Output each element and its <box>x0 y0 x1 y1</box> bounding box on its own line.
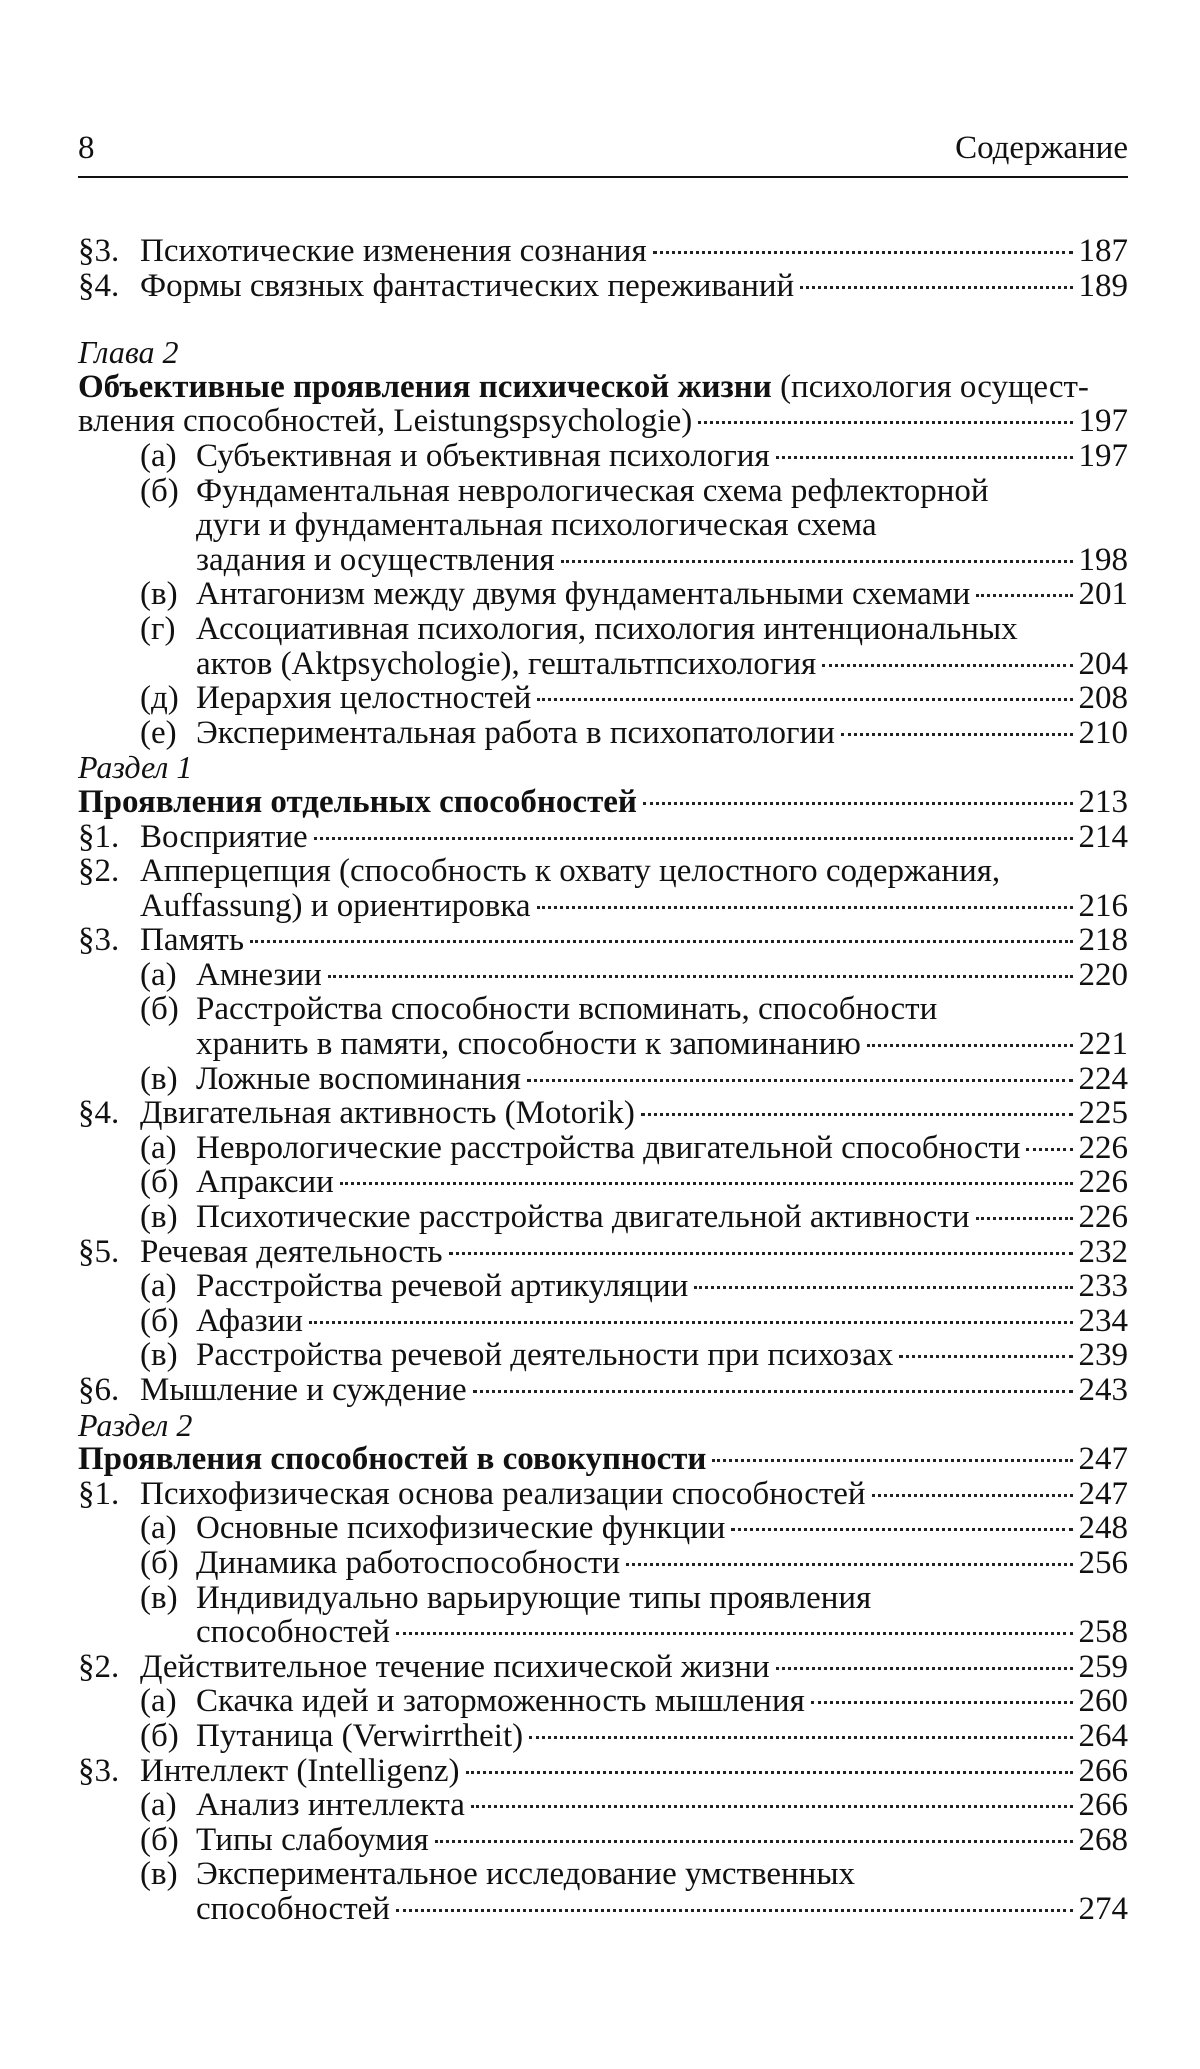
dot-leader <box>822 664 1072 667</box>
dot-leader <box>435 1840 1073 1843</box>
toc-entry <box>78 958 1128 993</box>
dot-leader <box>731 1528 1072 1531</box>
entry-title: способностей <box>196 1615 390 1650</box>
dot-leader <box>309 1321 1073 1324</box>
entry-title: Экспериментальная работа в психопатологии <box>196 715 835 751</box>
entry-page: 256 <box>1078 1544 1128 1581</box>
entry-page: 220 <box>1078 956 1128 993</box>
toc-entry <box>78 992 1128 1027</box>
entry-title: Экспериментальное исследование умственных <box>196 1857 856 1892</box>
entry-page: 221 <box>1078 1026 1128 1063</box>
entry-page: 225 <box>1078 1095 1128 1132</box>
toc-entry <box>78 269 1128 304</box>
entry-marker: (а) <box>140 1268 177 1305</box>
entry-title: способностей <box>196 1891 390 1927</box>
entry-title: Апраксии <box>196 1165 334 1201</box>
spacer <box>78 303 1128 335</box>
dot-leader <box>776 1667 1073 1670</box>
entry-marker: (б) <box>140 1821 179 1858</box>
entry-page: 260 <box>1078 1683 1128 1720</box>
entry-title: задания и осуществления <box>196 542 555 578</box>
toc-entry <box>78 1131 1128 1166</box>
toc-entry <box>78 1581 1128 1616</box>
dot-leader <box>841 733 1073 736</box>
dot-leader <box>396 1909 1073 1912</box>
entry-page: 201 <box>1078 576 1128 613</box>
entry-page: 197 <box>1078 437 1128 474</box>
chapter-title-line <box>78 370 1128 405</box>
entry-marker: §3. <box>78 922 120 959</box>
chapter-title-line-2 <box>78 404 1128 439</box>
dot-leader <box>976 1217 1073 1220</box>
toc-entry <box>78 1788 1128 1823</box>
dot-leader <box>899 1355 1072 1358</box>
dot-leader <box>561 560 1073 563</box>
entry-page: 266 <box>1078 1787 1128 1824</box>
entry-marker: (а) <box>140 1683 177 1720</box>
entry-marker: (б) <box>140 1302 179 1339</box>
entry-title: Восприятие <box>140 819 308 855</box>
toc-entry-continuation <box>78 889 1128 924</box>
entry-title: Память <box>140 923 245 958</box>
entry-page: 187 <box>1078 233 1128 269</box>
chapter-title-continued: вления способностей, Leistungspsychologie) <box>78 404 693 439</box>
entry-page: 198 <box>1078 541 1128 578</box>
entry-marker: §4. <box>78 1095 120 1132</box>
dot-leader <box>800 286 1072 289</box>
dot-leader <box>537 906 1073 909</box>
entry-marker: (а) <box>140 1129 177 1166</box>
entry-page: 214 <box>1078 818 1128 855</box>
entry-marker: §2. <box>78 1648 120 1685</box>
dot-leader <box>527 1079 1073 1082</box>
dot-leader <box>976 594 1072 597</box>
toc-entry <box>78 923 1128 958</box>
toc-entry <box>78 1304 1128 1339</box>
toc-entry <box>78 1062 1128 1097</box>
entry-title: Мышление и суждение <box>140 1373 467 1408</box>
entry-title: Иерархия целостностей <box>196 681 532 716</box>
entry-marker: (б) <box>140 1544 179 1581</box>
toc-entry-continuation <box>78 1615 1128 1650</box>
toc-entry <box>78 1719 1128 1754</box>
entry-page: 216 <box>1078 887 1128 924</box>
part-title-row <box>78 785 1128 820</box>
entry-page: 266 <box>1078 1752 1128 1789</box>
dot-leader <box>712 1459 1072 1462</box>
entry-page: 243 <box>1078 1372 1128 1408</box>
dot-leader <box>466 1771 1073 1774</box>
dot-leader <box>643 802 1073 805</box>
entry-marker: (а) <box>140 1787 177 1824</box>
part-title-row <box>78 1442 1128 1477</box>
entry-marker: (в) <box>140 1060 178 1097</box>
toc-entry <box>78 716 1128 751</box>
entry-marker: (а) <box>140 437 177 474</box>
entry-title: Путаница (Verwirrtheit) <box>196 1718 524 1754</box>
entry-title: Двигательная активность (Motorik) <box>140 1096 635 1131</box>
entry-title: Амнезии <box>196 957 322 993</box>
dot-leader <box>867 1044 1073 1047</box>
dot-leader <box>776 456 1073 459</box>
entry-marker: §4. <box>78 267 120 304</box>
entry-title: актов (Aktpsychologie), гештальтпсихология <box>196 646 817 682</box>
entry-title: дуги и фундаментальная психологическая схема <box>196 508 877 543</box>
toc-entry <box>78 1269 1128 1304</box>
dot-leader <box>396 1632 1073 1635</box>
entry-page: 248 <box>1078 1510 1128 1547</box>
toc-entry-continuation <box>78 1892 1128 1927</box>
entry-title: Фундаментальная неврологическая схема рефлекторной <box>196 473 989 509</box>
entry-title: Афазии <box>196 1303 303 1339</box>
entry-marker: (д) <box>140 680 179 717</box>
entry-title: Скачка идей и заторможенность мышления <box>196 1684 805 1719</box>
entry-title: Ложные воспоминания <box>196 1061 521 1097</box>
entry-marker: (в) <box>140 1579 178 1616</box>
entry-title: Расстройства речевой артикуляции <box>196 1269 689 1304</box>
page-header <box>78 130 1128 180</box>
entry-marker: §3. <box>78 233 120 269</box>
entry-page: 197 <box>1078 403 1128 440</box>
dot-leader <box>872 1494 1073 1497</box>
entry-marker: (г) <box>140 610 176 647</box>
toc-entry <box>78 820 1128 855</box>
entry-title: Апперцепция (способность к охвату целостного содержания, <box>140 854 1001 889</box>
entry-marker: (в) <box>140 1856 178 1893</box>
toc-entry-continuation <box>78 543 1128 578</box>
toc-entry <box>78 1823 1128 1858</box>
dot-leader <box>471 1805 1073 1808</box>
entry-title: Антагонизм между двумя фундаментальными схемами <box>196 577 971 612</box>
toc-entry-continuation <box>78 647 1128 682</box>
toc-entry <box>78 1165 1128 1200</box>
entry-page: 239 <box>1078 1337 1128 1374</box>
entry-marker: §1. <box>78 818 120 855</box>
dot-leader <box>1026 1148 1072 1151</box>
entry-page: 258 <box>1078 1614 1128 1651</box>
entry-title: Речевая деятельность <box>140 1234 443 1270</box>
entry-title: Анализ интеллекта <box>196 1788 465 1823</box>
dot-leader <box>641 1113 1073 1116</box>
entry-page: 210 <box>1078 714 1128 751</box>
toc-entry <box>78 577 1128 612</box>
entry-page: 226 <box>1078 1129 1128 1166</box>
dot-leader <box>473 1390 1073 1393</box>
entry-title: Интеллект (Intelligenz) <box>140 1753 460 1789</box>
entry-marker: (а) <box>140 956 177 993</box>
dot-leader <box>250 940 1072 943</box>
toc-entry <box>78 1235 1128 1270</box>
page-content <box>78 130 1128 1927</box>
entry-marker: (в) <box>140 576 178 613</box>
toc-entry <box>78 1511 1128 1546</box>
entry-marker: (а) <box>140 1510 177 1547</box>
part-2-entries <box>78 1477 1128 1927</box>
dot-leader <box>314 837 1073 840</box>
entry-page: 224 <box>1078 1060 1128 1097</box>
entry-title: Расстройства речевой деятельности при психозах <box>196 1338 894 1373</box>
part-label: Раздел 2 <box>78 1406 193 1443</box>
entry-marker: §3. <box>78 1752 120 1789</box>
entry-page: 226 <box>1078 1164 1128 1201</box>
entry-title: Субъективная и объективная психология <box>196 438 770 474</box>
entry-title: хранить в памяти, способности к запоминанию <box>196 1027 861 1062</box>
entry-title: Индивидуально варьирующие типы проявления <box>196 1580 872 1616</box>
toc-entry <box>78 1096 1128 1131</box>
entry-marker: (б) <box>140 1717 179 1754</box>
part-title: Проявления отдельных способностей <box>78 784 637 820</box>
entry-title: Расстройства способности вспоминать, способности <box>196 992 938 1028</box>
entry-page: 232 <box>1078 1233 1128 1270</box>
entry-page: 226 <box>1078 1199 1128 1236</box>
chapter-title-rest: (психология осущест- <box>771 368 1089 405</box>
toc-entry <box>78 1546 1128 1581</box>
dot-leader <box>328 975 1073 978</box>
page-number: 8 <box>78 130 95 166</box>
entry-page: 189 <box>1078 267 1128 304</box>
entry-marker: (б) <box>140 472 179 509</box>
entry-page: 218 <box>1078 922 1128 959</box>
entry-page: 247 <box>1078 1475 1128 1512</box>
header-rule <box>78 176 1128 178</box>
dot-leader <box>698 421 1072 424</box>
chapter-label: Глава 2 <box>78 334 179 371</box>
entry-page: 259 <box>1078 1648 1128 1685</box>
entry-marker: (е) <box>140 714 177 751</box>
entry-title: Психотические расстройства двигательной активности <box>196 1200 970 1235</box>
running-head: Содержание <box>955 130 1128 166</box>
dot-leader <box>529 1736 1072 1739</box>
chapter-title: Объективные проявления психической жизни <box>78 368 772 405</box>
entry-page: 233 <box>1078 1268 1128 1305</box>
part-1-entries <box>78 820 1128 1408</box>
toc-entry <box>78 612 1128 647</box>
toc-entry <box>78 439 1128 474</box>
dot-leader <box>694 1286 1072 1289</box>
entry-page: 208 <box>1078 680 1128 717</box>
dot-leader <box>626 1563 1072 1566</box>
toc-entry <box>78 1857 1128 1892</box>
toc-entry <box>78 1373 1128 1408</box>
dot-leader <box>340 1182 1073 1185</box>
toc-entry <box>78 1200 1128 1235</box>
part-label: Раздел 1 <box>78 749 193 786</box>
entry-page: 247 <box>1078 1441 1128 1478</box>
entry-page: 234 <box>1078 1302 1128 1339</box>
dot-leader <box>537 698 1072 701</box>
toc-entry <box>78 1477 1128 1512</box>
toc-entry <box>78 1650 1128 1685</box>
table-of-contents <box>78 234 1128 1927</box>
entry-marker: §2. <box>78 853 120 890</box>
entry-marker: (в) <box>140 1199 178 1236</box>
dot-leader <box>449 1252 1073 1255</box>
toc-entry <box>78 1754 1128 1789</box>
toc-entry-continuation <box>78 508 1128 543</box>
entry-marker: (б) <box>140 1164 179 1201</box>
dot-leader <box>653 251 1073 254</box>
entry-marker: §6. <box>78 1372 120 1408</box>
toc-entry <box>78 474 1128 509</box>
entry-marker: §1. <box>78 1475 120 1512</box>
toc-entry <box>78 1684 1128 1719</box>
entry-title: Психофизическая основа реализации способностей <box>140 1476 866 1512</box>
toc-entry <box>78 234 1128 269</box>
entry-title: Формы связных фантастических переживаний <box>140 268 795 304</box>
toc-entry-continuation <box>78 1027 1128 1062</box>
entry-marker: §5. <box>78 1233 120 1270</box>
entry-page: 264 <box>1078 1717 1128 1754</box>
entry-title: Основные психофизические функции <box>196 1511 726 1546</box>
part-title: Проявления способностей в совокупности <box>78 1442 707 1477</box>
entry-marker: (б) <box>140 991 179 1028</box>
entry-title: Auffassung) и ориентировка <box>140 888 531 924</box>
entry-page: 213 <box>1078 783 1128 820</box>
entry-title: Действительное течение психической жизни <box>140 1649 770 1685</box>
entry-page: 268 <box>1078 1821 1128 1858</box>
entry-title: Типы слабоумия <box>196 1822 429 1858</box>
entry-page: 204 <box>1078 645 1128 682</box>
entry-title: Неврологические расстройства двигательной способности <box>196 1130 1021 1166</box>
chapter-items <box>78 439 1128 750</box>
toc-entry <box>78 681 1128 716</box>
entry-marker: (в) <box>140 1337 178 1374</box>
entry-page: 274 <box>1078 1890 1128 1927</box>
toc-entry <box>78 854 1128 889</box>
entry-title: Динамика работоспособности <box>196 1545 621 1581</box>
entry-title: Ассоциативная психология, психология интенциональных <box>196 611 1018 647</box>
toc-entry <box>78 1338 1128 1373</box>
dot-leader <box>811 1701 1073 1704</box>
entry-title: Психотические изменения сознания <box>140 234 647 269</box>
